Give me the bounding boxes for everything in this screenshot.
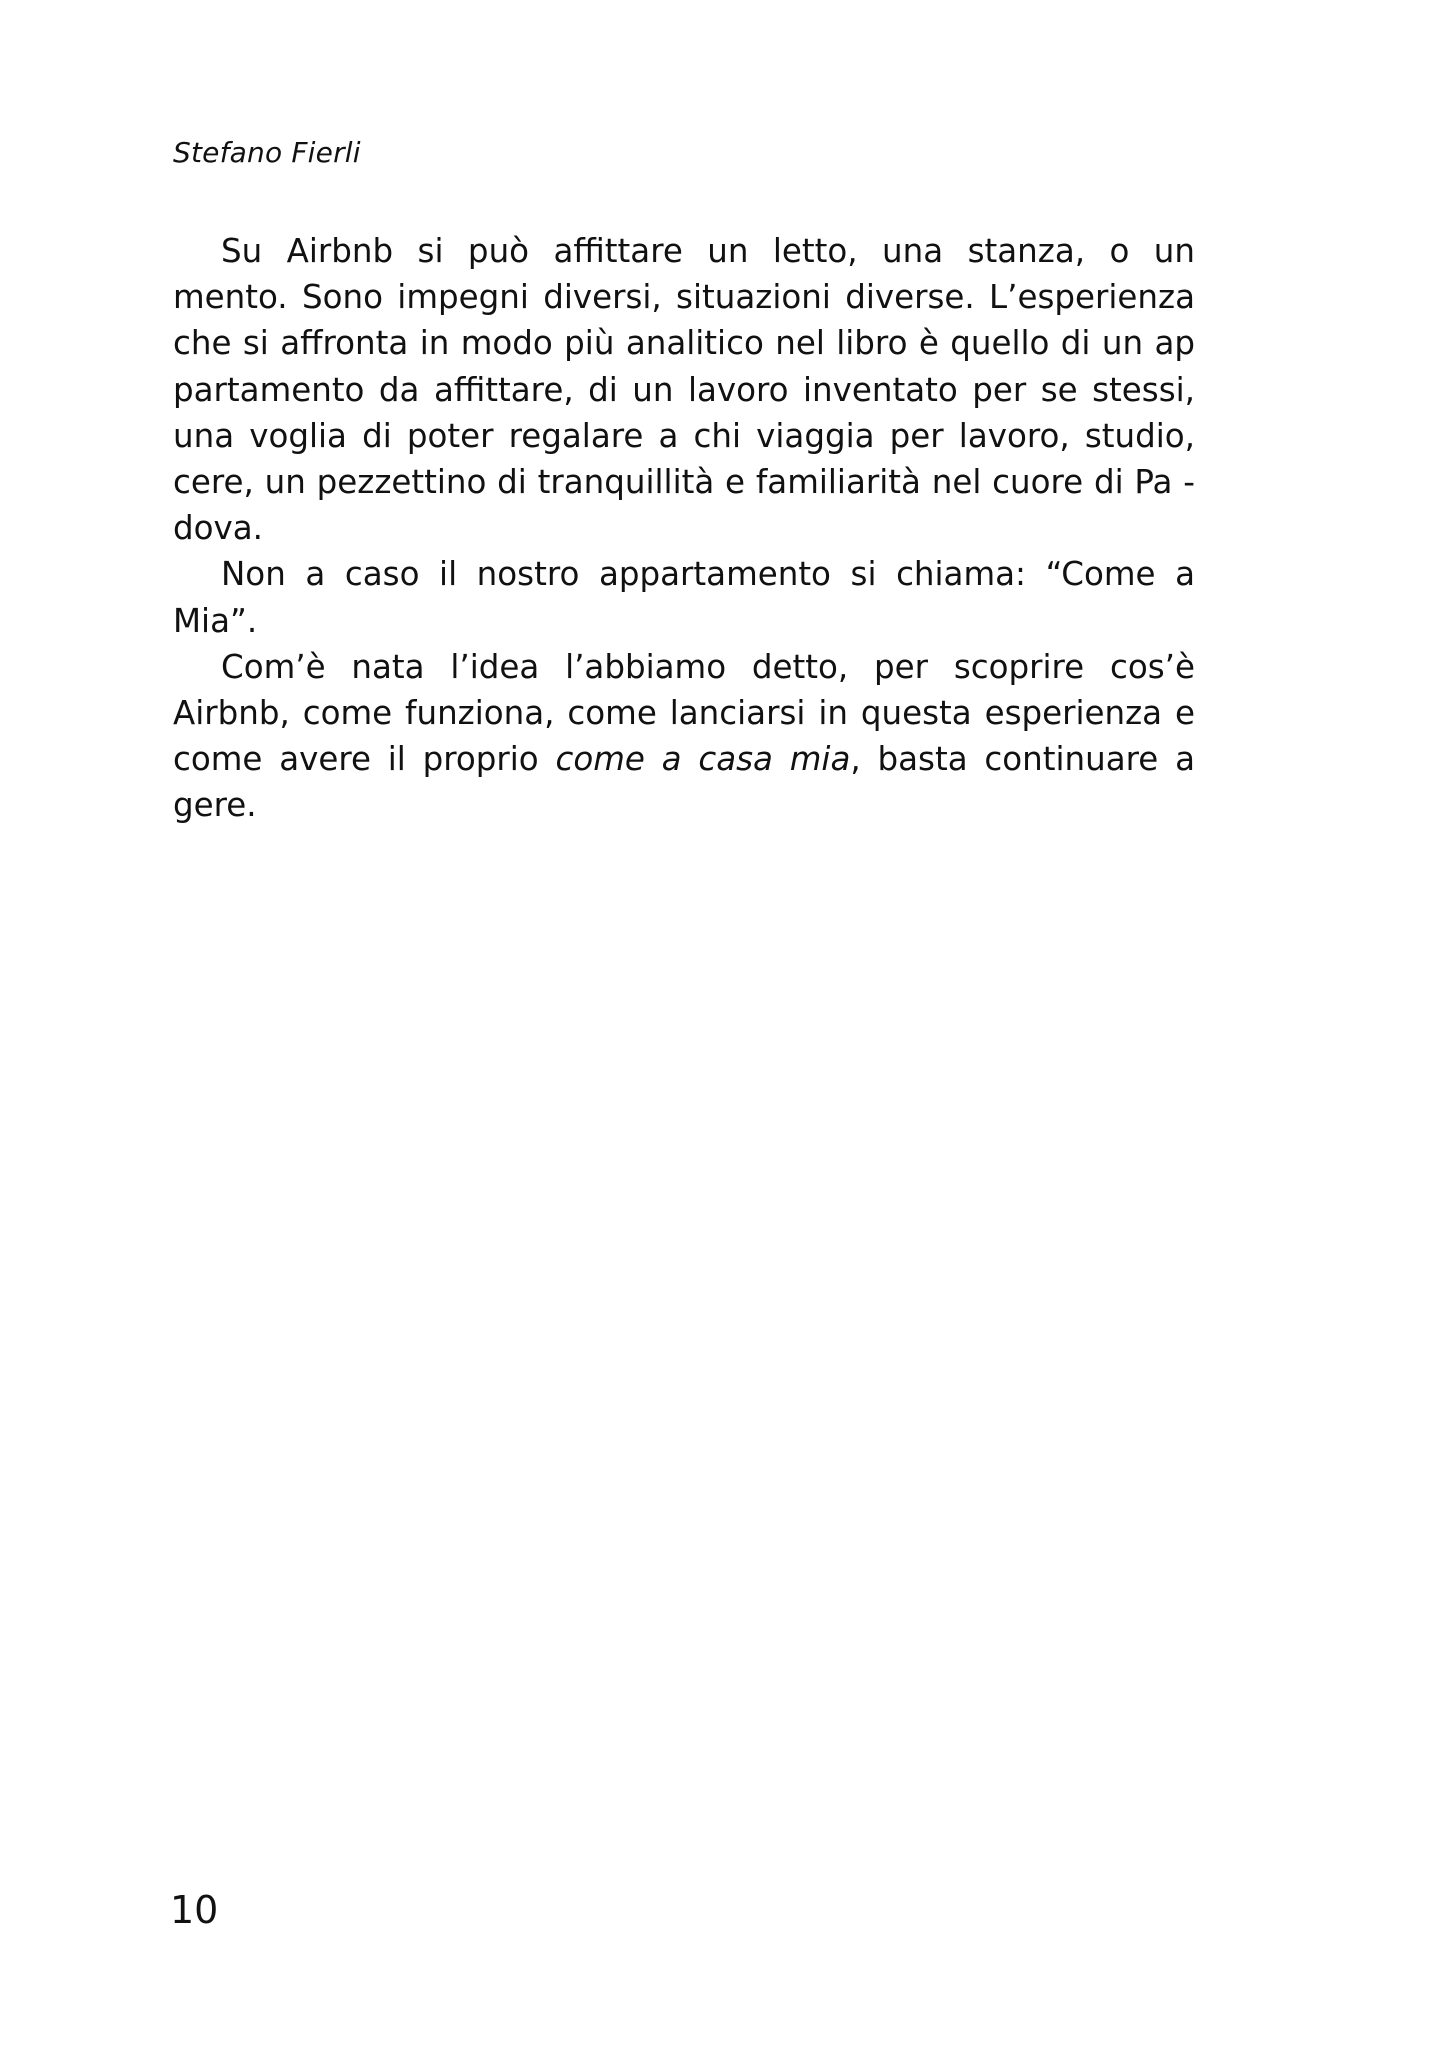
paragraph-2-line-2: Mia”. [173,601,258,640]
paragraph-1-line-1: Su Airbnb si può affittare un letto, una stanza, o un [221,232,1195,270]
paragraph-3-line-2: Airbnb, come funziona, come lanciarsi in questa esperienza e [173,693,1195,732]
paragraph-3-line-1: Com’è nata l’idea l’abbiamo detto, per scoprire cos’è [221,647,1195,686]
paragraph-2-line-1: Non a caso il nostro appartamento si chiama: “Come a [221,555,1195,594]
body-text [173,228,1195,828]
paragraph-3-line-3-start: come avere il proprio [173,740,556,779]
paragraph-1-line-6: cere, un pezzettino di tranquillità e familiarità nel cuore di Pa - [173,462,1195,501]
paragraph-3-line-3-end: , basta continuare a [850,740,1195,779]
page-number: 10 [170,1888,219,1932]
italic-phrase: come a casa mia [555,740,851,779]
paragraph-1-line-5: una voglia di poter regalare a chi viaggia per lavoro, studio, [173,416,1195,455]
paragraph-3-line-4: gere. [173,786,257,825]
paragraph-3-line-3 [173,736,1195,782]
paragraph-1-line-2: mento. Sono impegni diversi, situazioni diverse. L’esperienza [173,278,1195,317]
paragraph-1-line-3: che si affronta in modo più analitico nel libro è quello di un ap [173,324,1195,363]
running-head-author: Stefano Fierli [173,136,361,169]
paragraph-1-line-7: dova. [173,509,263,548]
paragraph-1-line-4: partamento da affittare, di un lavoro inventato per se stessi, [173,370,1195,409]
